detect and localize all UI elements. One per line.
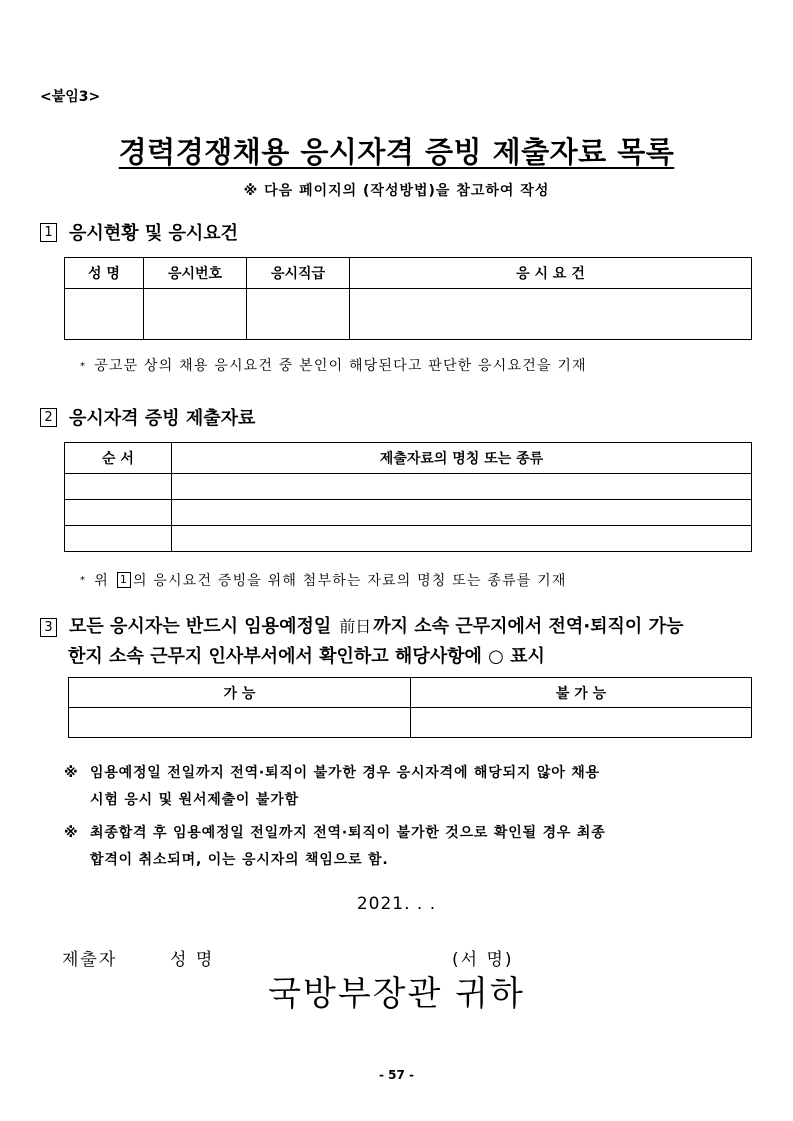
- table-header-row: [69, 678, 752, 708]
- documents-table: [64, 442, 752, 552]
- table-row: [65, 474, 752, 500]
- table-row: [65, 500, 752, 526]
- note-text: 시험 응시 및 원서제출이 불가함: [90, 792, 299, 808]
- section3-title-part1: 모든 응시자는 반드시 임용예정일: [69, 616, 332, 637]
- section-number-box: 2: [40, 408, 57, 427]
- header-exam-number: 응시번호: [144, 258, 247, 289]
- table-row: [69, 708, 752, 738]
- section1-footnote: [80, 355, 587, 375]
- addressee: 국방부장관 귀하: [268, 974, 525, 1014]
- header-requirements: 응 시 요 건: [350, 258, 752, 289]
- table-row: [65, 526, 752, 552]
- page-number: - 57 -: [378, 1068, 414, 1082]
- name-cell[interactable]: [65, 289, 144, 340]
- asterisk-icon: *: [80, 574, 87, 586]
- impossible-cell[interactable]: [411, 708, 752, 738]
- footnote-text: 공고문 상의 채용 응시요건 중 본인이 해당된다고 판단한 응시요건을 기재: [94, 358, 587, 374]
- note-text: 합격이 취소되며, 이는 응시자의 책임으로 함.: [90, 852, 389, 868]
- table-header-row: [65, 258, 752, 289]
- header-order: 순 서: [65, 443, 172, 474]
- header-possible: 가 능: [69, 678, 411, 708]
- instruction-note: ※ 다음 페이지의 (작성방법)을 참고하여 작성: [243, 183, 550, 199]
- requirements-table: [64, 257, 752, 340]
- asterisk-icon: *: [80, 360, 87, 372]
- requirements-cell[interactable]: [350, 289, 752, 340]
- possible-cell[interactable]: [69, 708, 411, 738]
- header-impossible: 불 가 능: [411, 678, 752, 708]
- section3-hanja: 前日: [339, 617, 372, 636]
- order-cell[interactable]: [65, 474, 172, 500]
- section3-title-line2: 한지 소속 근무지 인사부서에서 확인하고 해당사항에 ○ 표시: [68, 646, 545, 667]
- section2-heading: [40, 404, 255, 430]
- section1-heading: [40, 219, 238, 245]
- section2-title: 응시자격 증빙 제출자료: [69, 408, 256, 429]
- submitter-label: 제출자: [62, 950, 118, 970]
- table-header-row: [65, 443, 752, 474]
- section1-title: 응시현황 및 응시요건: [69, 223, 239, 244]
- signature-label: (서 명): [452, 950, 514, 970]
- header-position: 응시직급: [247, 258, 350, 289]
- document-cell[interactable]: [172, 500, 752, 526]
- note-text: 임용예정일 전일까지 전역·퇴직이 불가한 경우 응시자격에 해당되지 않아 채용: [90, 765, 600, 781]
- section3-title-part2: 까지 소속 근무지에서 전역·퇴직이 가능: [373, 616, 684, 637]
- header-name: 성 명: [65, 258, 144, 289]
- document-cell[interactable]: [172, 526, 752, 552]
- footnote-text: 의 응시요건 증빙을 위해 첨부하는 자료의 명칭 또는 종류를 기재: [132, 573, 567, 589]
- order-cell[interactable]: [65, 526, 172, 552]
- date-line: 2021. . .: [356, 894, 437, 914]
- footnote-prefix: 위: [94, 573, 109, 589]
- section2-footnote: [80, 570, 567, 590]
- order-cell[interactable]: [65, 500, 172, 526]
- document-cell[interactable]: [172, 474, 752, 500]
- section-ref-box: 1: [117, 572, 131, 588]
- table-row: [65, 289, 752, 340]
- reference-mark: ※: [64, 765, 79, 781]
- discharge-table: [68, 677, 752, 738]
- note-1: [64, 760, 764, 814]
- exam-number-cell[interactable]: [144, 289, 247, 340]
- document-title: 경력경쟁채용 응시자격 증빙 제출자료 목록: [118, 135, 675, 169]
- note-2: [64, 820, 764, 874]
- position-cell[interactable]: [247, 289, 350, 340]
- section3-heading: [40, 612, 760, 672]
- section-number-box: 1: [40, 223, 57, 242]
- note-text: 최종합격 후 임용예정일 전일까지 전역·퇴직이 불가한 것으로 확인될 경우 최종: [90, 825, 606, 841]
- name-label: 성 명: [170, 950, 215, 970]
- header-document-name: 제출자료의 명칭 또는 종류: [172, 443, 752, 474]
- section-number-box: 3: [40, 618, 57, 637]
- attachment-label: <붙임3>: [40, 89, 101, 105]
- reference-mark: ※: [64, 825, 79, 841]
